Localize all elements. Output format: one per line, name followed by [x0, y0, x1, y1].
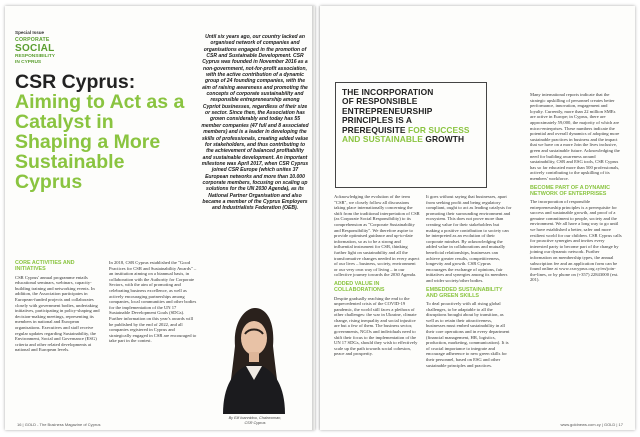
caption-author: By Elli Ioannidou, Chairwoman, — [228, 416, 282, 420]
dynamic-network-text: The incorporation of responsible entrepreneurship principles is a prerequisite for success and sustainable growth, and proof of a genuine commitment to people, society and the environment. We all have a long way to go until we have established a better, safer and more resilient world for our children. CSR Cyprus calls for proactive synergies and invites every interested party to become part of the change by joining our dynamic network. Further information on membership types, the annual subscription fee and an application form can be found online at www.csrcyprus.org.cy/en/join-the-lines, or by phone on (+357) 22843000 (ext. 201). — [530, 199, 622, 283]
pull-quote-line-3: ENTREPRENEURSHIP — [342, 105, 433, 116]
section-label-social: SOCIAL — [15, 43, 55, 54]
pull-quote-growth: GROWTH — [425, 134, 465, 145]
heading-green-skills: EMBEDDED SUSTAINABILITY AND GREEN SKILLS — [426, 286, 503, 299]
business-catalyst-text: It goes without saying that businesses, apart from seeking profit and being regulatory compliant, ought to act as leading catalysts for promoting their surrounding environment and ecosystem. This does not prove more than creating value for their stakeholders but making a positive contribution to society can be interpreted as an evolution of their corporate mindset. By acknowledging the added value in collaborations and mutually beneficial relationships, businesses can achieve greater results, competitiveness, longevity and growth. CSR Cyprus encourages the exchange of opinions, fair initiatives and synergies among its members and wider society/other bodies. — [426, 194, 512, 283]
section-label-corporate: CORPORATE — [15, 37, 50, 43]
heading-core-activities: CORE ACTIVITIES AND INITIATIVES — [15, 260, 75, 273]
footer-left: 16 | GOLD - The Business Magazine of Cyprus — [17, 422, 101, 427]
pull-quote-line-4: PRINCIPLES IS A — [342, 115, 413, 126]
right-column-2 — [426, 194, 512, 371]
heading-dynamic-network: BECOME PART OF A DYNAMIC NETWORK OF ENTERPRISES — [530, 184, 611, 197]
author-photo — [205, 294, 299, 414]
article-title — [15, 72, 185, 192]
right-page — [320, 6, 635, 430]
heading-added-value: ADDED VALUE IN COLLABORATIONS — [334, 280, 385, 294]
csr-evolution-text: Acknowledging the evolution of the term "CSR", we closely follow all discussions taking place internationally concerning the shift from the traditional interpretation of CSR (as Corporate Social Responsibility) to its comprehension as "Corporate Sustainability and Responsibility". We therefore aspire to provide optimised guidance and up-to-date information, so as to be a strong and influential instrument for CSR, thinking further light on sustainability and all the transformative changes needed in every aspect of our lives – business, society, environment or our very own way of living – in our collective journey towards the 2030 Agenda. — [334, 194, 420, 278]
title-part-dark: CSR Cyprus: — [15, 71, 136, 93]
pull-quote-and: AND — [342, 134, 361, 145]
footer-right: www.goldnews.com.cy | GOLD | 17 — [560, 422, 623, 427]
pull-quote — [342, 88, 484, 144]
added-value-text: Despite gradually reaching the end to the unprecedented crisis of the COVID-19 pandemic, the world still faces a plethora of other challenges: the war in Ukraine, climate change, rising inequality and social injustice are but a few of them. The business sector, governments, NGOs and individuals need to shift their focus to the implementation of the UN 17 SDGs, should they wish to effectively scale up the path towards social cohesion, peace and prosperity. — [334, 295, 418, 357]
awards-text: In 2018, CSR Cyprus established the "Good Practices for CSR and Sustainability Awards" – an institution aiming on a biannual basis, in collaboration with the Authority for Corporate Sectors, with the aim of promoting and celebrating business excellence, as well as actively encouraging partnerships among companies, local communities and other bodies for the implementation of the UN 17 Sustainable Development Goals (SDGs). Further information on this year's awards will be published by the end of 2022, and all companies registered in Cyprus and strategically engaged in CSR are encouraged to take part in the contest. — [109, 260, 197, 344]
right-column-1 — [334, 194, 420, 360]
intro-paragraph: Until six years ago, our country lacked an organised network of companies and organisations engaged in the promotion of CSR and Sustainable Development. CSR Cyprus was founded in November 2016 as a non-government, not-for-profit association, with the active contribution of a dynamic group of 24 founding companies, with the aim of raising awareness and promoting the concepts of corporate sustainability and responsible entrepreneurship among Cypriot businesses, regardless of their size or sector. Since then, the Association has grown considerably and today has 55 member companies (47 full and 8 associated members) and is a leader in developing the skills of professionals, creating added value for stakeholders, and thus contributing to the achievement of balanced profitability and sustainable development. An important milestone was April 2017, when CSR Cyprus joined CSR Europe (which unites 37 European networks and more than 10.000 corporate members, focusing on scaling up solutions for the UN 2030 Agenda), as its National Partner Organisation and also became a member of the Cyprus Employers and Industrialists Federation (OEB). — [201, 34, 309, 212]
caption-organisation: CSR Cyprus — [244, 420, 266, 425]
green-skills-text: To deal proactively with all rising global challenges, to be adaptable to all the disruptions brought about by transition, as well as to retain their attractiveness, businesses must embed sustainability in all their core operations and in every department (financial management, HR, logistics, production, marketing, communication). It is of crucial importance to integrate and encourage adherence to new green skills for their personnel, based on ESG and other sustainable principles and practices. — [426, 301, 510, 368]
pull-quote-sustainable: SUSTAINABLE — [362, 134, 423, 145]
right-column-3 — [530, 92, 622, 286]
pull-quote-line-2: OF RESPONSIBLE — [342, 96, 418, 107]
title-part-green: Aiming to Act as a Catalyst in Shaping a More Sustainable Cyprus — [15, 91, 185, 193]
pull-quote-prerequisite: PREREQUISITE — [342, 124, 406, 135]
left-page — [5, 6, 315, 430]
photo-caption — [215, 416, 295, 425]
section-label-responsibility: RESPONSIBILITY — [15, 54, 55, 59]
core-activities-text: CSR Cyprus' annual programme entails educational seminars, webinars, capacity-building training and networking events. In addition, the Association participates in European-funded projects and collaborates closely with government bodies, undertaking initiatives, participating in policy-shaping and decision-making meetings, representing its members in national and European organisations. Executives and staff receive regular updates regarding Sustainability, the Environment, Social and Governance (ESG) criteria and other related developments at national and European levels. — [15, 274, 100, 353]
pull-quote-for-success: FOR SUCCESS — [408, 124, 470, 135]
upskilling-text: Many international reports indicate that the strategic upskilling of personnel creates better performance, innovation, engagement and loyalty. Currently, more than 22 million SMEs are active in Europe; in Cyprus, there are approximately 59,000, the majority of which are micro-enterprises. These numbers indicate the potential and overall dynamics of adopting more sustainable practices in business and the impact that we have on a more Join the lives inclusive, green and sustainable future. Acknowledging the need for building awareness around sustainability, CSR and ESG tools, CSR Cyprus has so far educated more than 500 professionals, actively contributing to the upskilling of its members' workforce. — [530, 92, 620, 181]
special-issue-label: Special Issue — [15, 30, 45, 35]
pull-quote-line-1: THE INCORPORATION — [342, 87, 434, 97]
section-label-in-cyprus: IN CYPRUS — [15, 60, 42, 65]
left-column-1 — [15, 260, 103, 356]
left-column-2 — [109, 260, 197, 347]
